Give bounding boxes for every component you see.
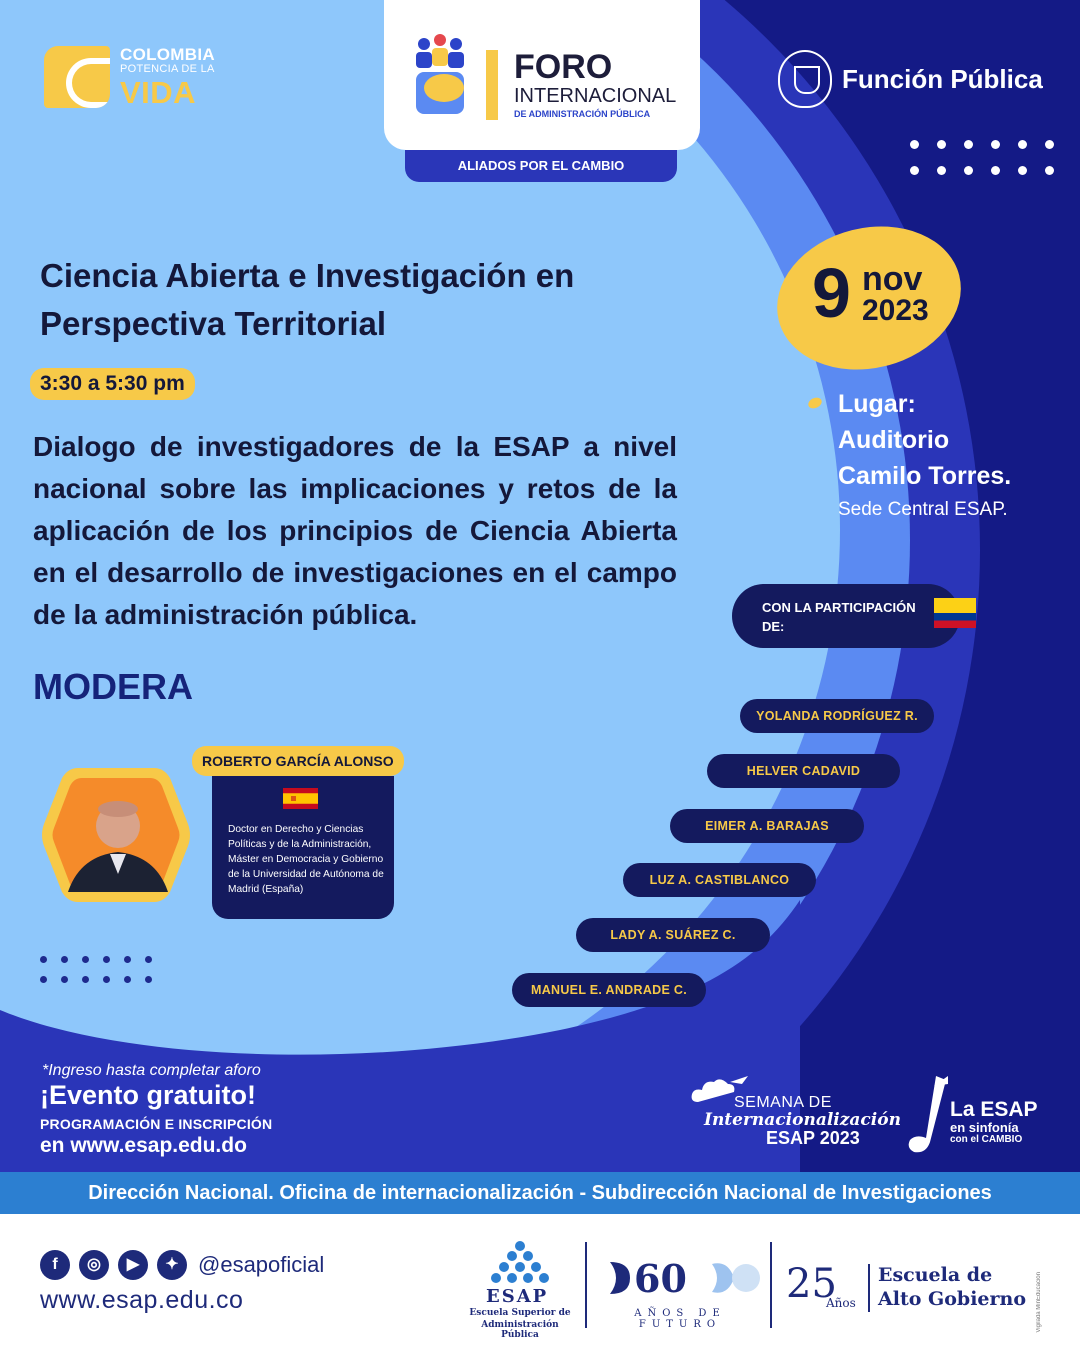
esap-subtitle-2: Administración Pública xyxy=(481,1320,559,1340)
capacity-note: *Ingreso hasta completar aforo xyxy=(42,1062,261,1079)
svg-text:60: 60 xyxy=(634,1258,687,1298)
esap-sinfonia-logo xyxy=(906,1072,1046,1156)
foro-title: FORO xyxy=(514,48,613,86)
free-event-label: ¡Evento gratuito! xyxy=(40,1080,256,1110)
twitter-icon[interactable]: ✦ xyxy=(157,1250,187,1280)
colombia-logo-line3: VIDA xyxy=(120,75,197,110)
location-line1: Auditorio xyxy=(838,426,950,454)
participant-name: MANUEL E. ANDRADE C. xyxy=(512,973,706,1007)
alto-gobierno-line1: Escuela de xyxy=(878,1264,993,1286)
direction-band: Dirección Nacional. Oficina de internacionalización - Subdirección Nacional de Investigaciones xyxy=(0,1172,1080,1214)
vigilada-note: Vigilada MinEducación xyxy=(1036,1272,1042,1333)
instagram-icon[interactable]: ◎ xyxy=(79,1250,109,1280)
footer-divider xyxy=(770,1242,772,1328)
footer-website[interactable]: www.esap.edu.co xyxy=(40,1286,244,1314)
colombia-flag-icon xyxy=(934,598,976,628)
colombia-logo-line1: COLOMBIA xyxy=(120,45,215,64)
event-description: Dialogo de investigadores de la ESAP a nivel nacional sobre las implicaciones y retos de la aplicación de los principios de Ciencia Abierta en el desarrollo de investigaciones en el campo de la administración pública. xyxy=(33,431,677,630)
participant-name: YOLANDA RODRÍGUEZ R. xyxy=(740,699,934,733)
funcion-publica-logo xyxy=(778,50,1043,108)
esap-logo xyxy=(464,1240,576,1340)
colombia-logo-line2: POTENCIA DE LA xyxy=(120,63,215,75)
colombia-signal-icon xyxy=(44,46,110,108)
participant-name: LUZ A. CASTIBLANCO xyxy=(623,863,816,897)
footer-divider xyxy=(868,1264,870,1312)
esap-subtitle-1: Escuela Superior de xyxy=(469,1308,571,1318)
location-label: Lugar: xyxy=(838,390,916,418)
footer-divider xyxy=(585,1242,587,1328)
participation-heading xyxy=(732,584,960,648)
date-year: 2023 xyxy=(862,294,929,327)
semana-line2: Internacionalización xyxy=(704,1110,901,1130)
colombia-potencia-logo xyxy=(44,46,215,108)
semana-line1: SEMANA DE xyxy=(734,1094,832,1111)
semana-line3: ESAP 2023 xyxy=(766,1128,860,1148)
youtube-icon[interactable]: ▶ xyxy=(118,1250,148,1280)
foro-subtitle: INTERNACIONAL xyxy=(514,85,677,107)
esap-sinfonia-line2: en sinfonía xyxy=(950,1120,1019,1135)
foro-people-icon xyxy=(412,32,468,118)
facebook-icon[interactable]: f xyxy=(40,1250,70,1280)
participant-name: HELVER CADAVID xyxy=(707,754,900,788)
spain-flag-icon xyxy=(283,788,318,809)
esap-word: ESAP xyxy=(486,1286,549,1307)
program-label: PROGRAMACIÓN E INSCRIPCIÓN xyxy=(40,1116,273,1132)
decorative-square xyxy=(998,930,1036,968)
semana-internacionalizacion-logo xyxy=(690,1072,901,1152)
social-handle[interactable]: @esapoficial xyxy=(198,1252,325,1277)
moderator-heading: MODERA xyxy=(33,666,193,707)
date-day: 9 xyxy=(812,254,851,332)
sixty-years-logo xyxy=(600,1258,760,1332)
decorative-square xyxy=(960,966,998,1004)
esap-sinfonia-line3: con el CAMBIO xyxy=(950,1134,1023,1145)
esap-pyramid-icon xyxy=(464,1240,576,1286)
event-title: Ciencia Abierta e Investigación en Perspectiva Territorial xyxy=(40,257,575,342)
moderator-bio: Doctor en Derecho y Ciencias Políticas y de la Administración, Máster en Democracia y Gobierno de la Universidad de Autónoma de Madrid (España) xyxy=(228,824,384,895)
date-month: nov xyxy=(862,260,923,298)
alto-gobierno-years: Años xyxy=(826,1296,856,1310)
moderator-bio-card xyxy=(212,776,394,919)
foro-roman-numeral-bar xyxy=(486,50,498,120)
footer xyxy=(0,1214,1080,1350)
coat-of-arms-icon xyxy=(778,50,832,108)
funcion-publica-label: Función Pública xyxy=(842,63,1043,94)
music-note-icon xyxy=(906,1072,950,1156)
foro-caption: DE ADMINISTRACIÓN PÚBLICA xyxy=(514,109,651,119)
esap-sinfonia-line1: La ESAP xyxy=(950,1098,1038,1121)
event-time: 3:30 a 5:30 pm xyxy=(30,368,195,400)
participant-name: LADY A. SUÁREZ C. xyxy=(576,918,770,952)
registration-website: en www.esap.edu.do xyxy=(40,1134,247,1157)
alto-gobierno-number: 25 xyxy=(786,1261,837,1307)
alto-gobierno-line2: Alto Gobierno xyxy=(878,1288,1027,1310)
moderator-photo xyxy=(40,764,192,906)
event-location xyxy=(838,386,1011,526)
decorative-dots-bottom xyxy=(40,956,152,983)
participation-label: CON LA PARTICIPACIÓN DE: xyxy=(762,600,916,634)
social-links xyxy=(40,1250,324,1280)
location-line3: Sede Central ESAP. xyxy=(838,499,1008,520)
sixty-years-caption: AÑOS DE FUTURO xyxy=(634,1308,726,1330)
participant-name: EIMER A. BARAJAS xyxy=(670,809,864,843)
moderator-name: ROBERTO GARCÍA ALONSO xyxy=(192,746,404,776)
aliados-tagline: ALIADOS POR EL CAMBIO xyxy=(405,150,677,182)
foro-internacional-logo xyxy=(384,0,700,150)
sixty-years-mark xyxy=(600,1258,760,1298)
decorative-dots-top xyxy=(910,140,1055,175)
location-line2: Camilo Torres. xyxy=(838,462,1012,490)
